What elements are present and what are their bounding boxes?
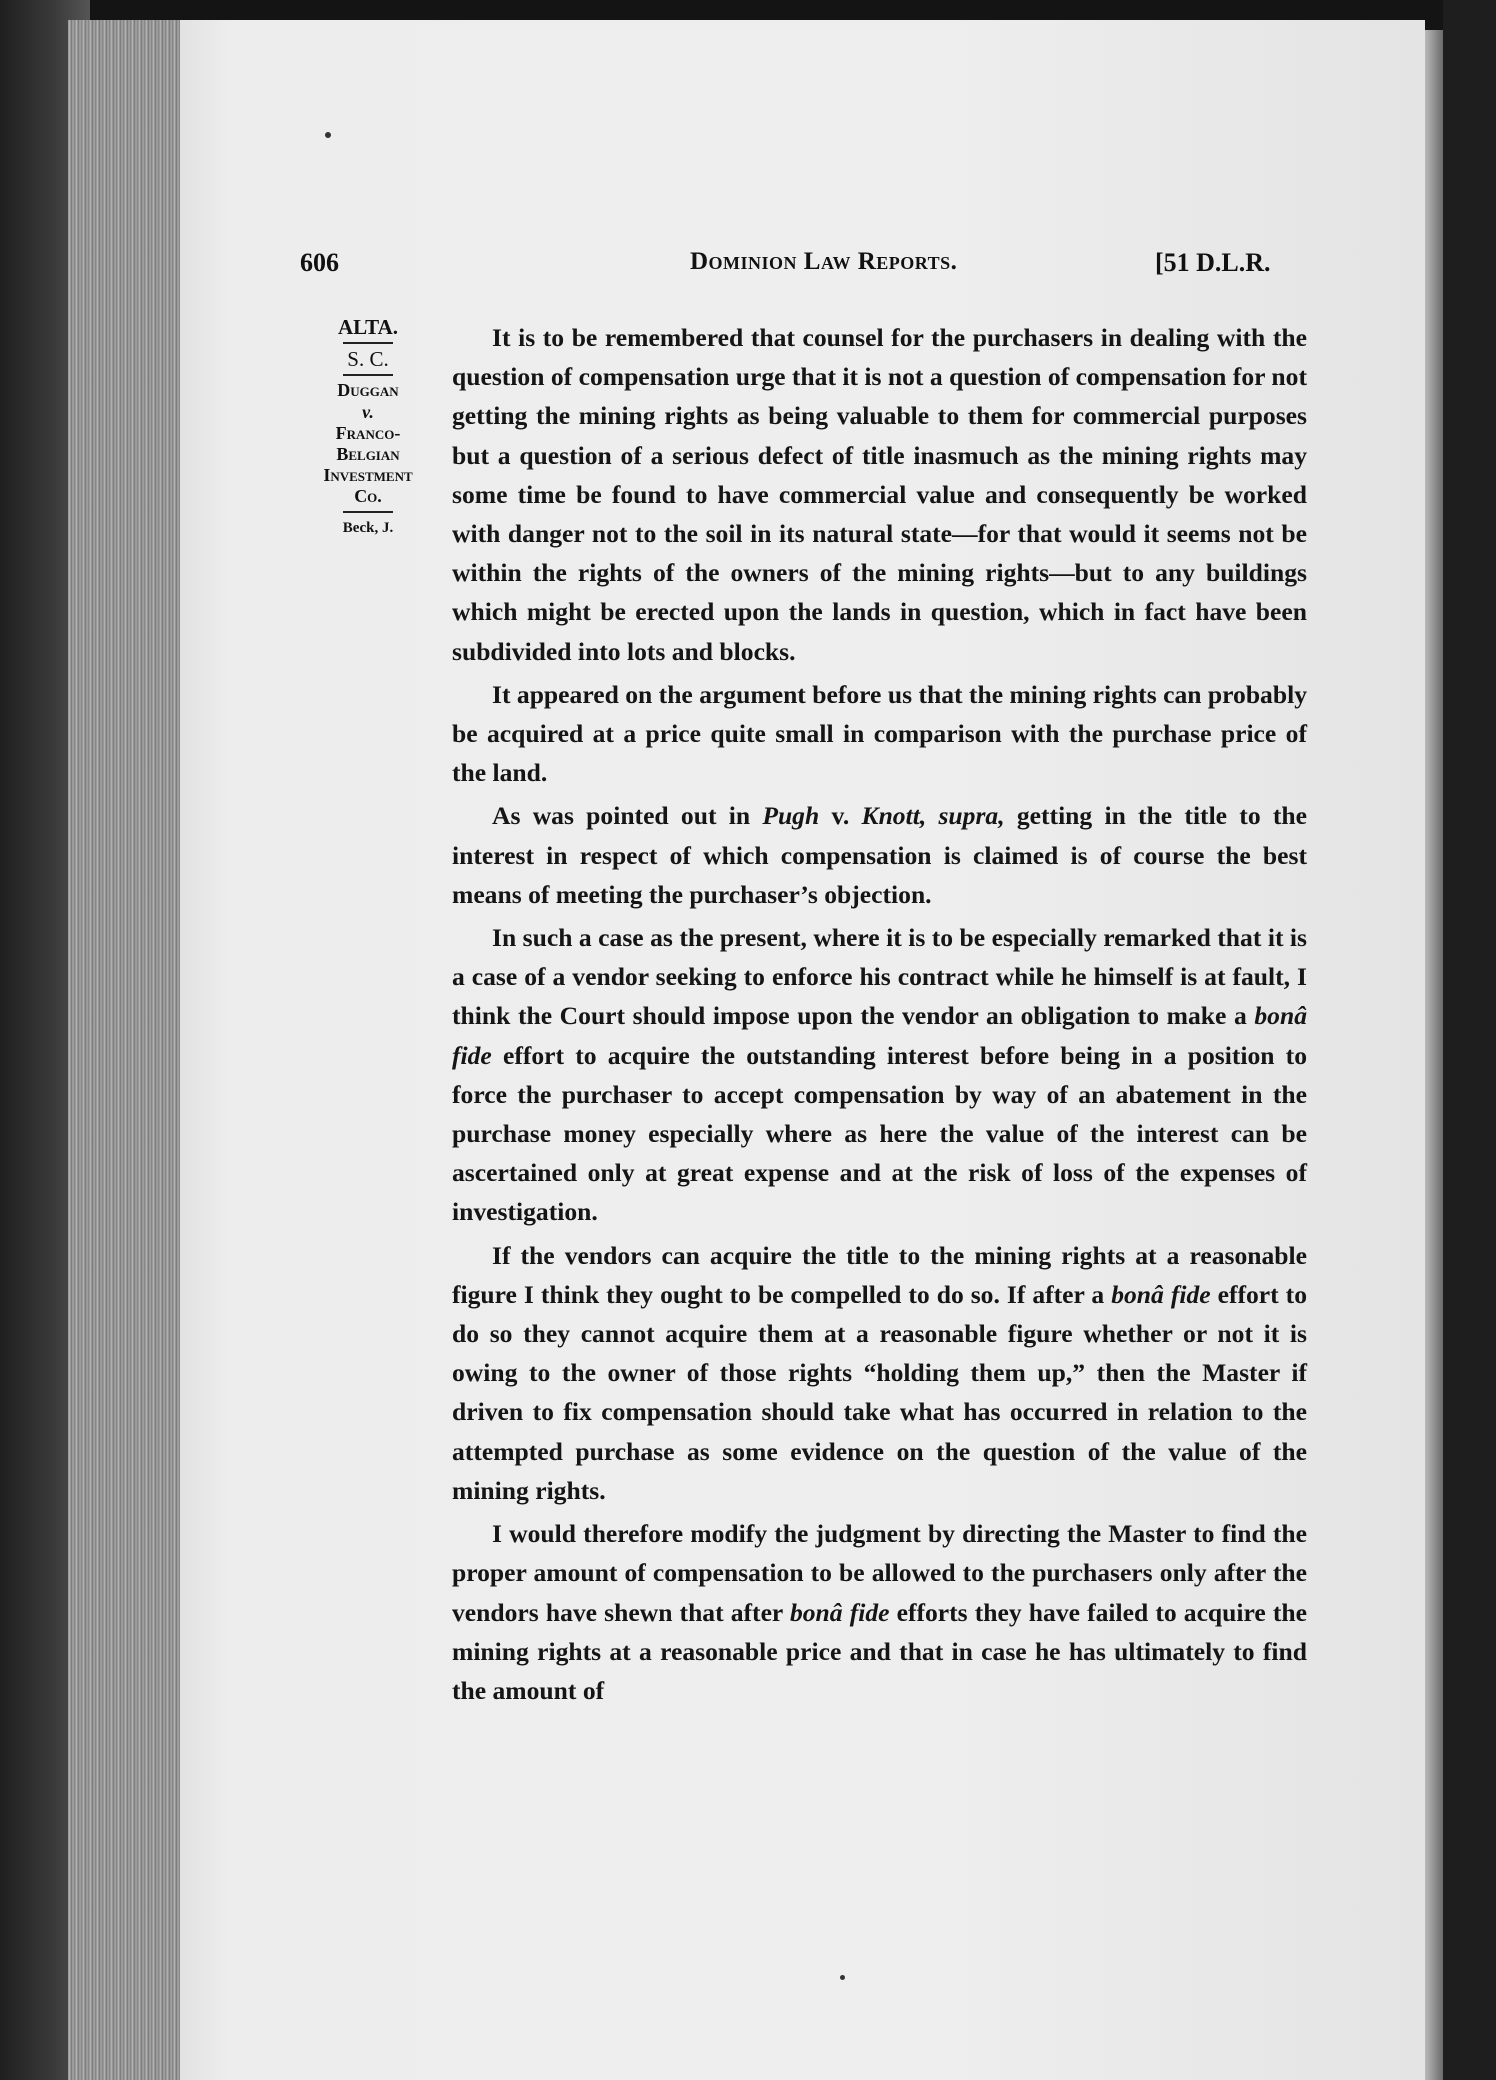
- paragraph-4-text-a: In such a case as the present, where it is to be especially remarked that it is a case of a vendor seeking to enforce his contract while he himself is at fault, I think the Court should impose upon the vendor an obligation to make a: [452, 923, 1307, 1031]
- paragraph-6-text-b: efforts they have failed to acquire the mining rights at a reasonable price and that in case he has ultimately to find the amount of: [452, 1597, 1307, 1705]
- page-edges: [68, 20, 188, 2080]
- paragraph-3-text-b: v.: [819, 801, 862, 831]
- paragraph-4: [452, 918, 1307, 1232]
- sidenote-case-party2-line1: Franco-: [335, 423, 401, 443]
- latin-term: bonâ fide: [452, 1001, 1307, 1070]
- sidenote-divider: [343, 511, 393, 513]
- latin-term: bonâ fide: [1111, 1279, 1211, 1309]
- paragraph-5: [452, 1236, 1307, 1510]
- paragraph-4-text-b: effort to acquire the outstanding interest before being in a position to force the purchaser to accept compensation by way of an abatement in the purchase money especially where as here the value of the interest can be ascertained only at great expense and at the risk of loss of the expenses of investigation.: [452, 1040, 1307, 1227]
- speck-mark: [325, 132, 331, 138]
- paragraph-3-text-a: As was pointed out in: [492, 801, 763, 831]
- paragraph-2: It appeared on the argument before us that the mining rights can probably be acquired at a price quite small in comparison with the purchase price of the land.: [452, 679, 1307, 788]
- margin-sidenote: [288, 316, 448, 539]
- page-number: 606: [300, 248, 339, 277]
- paragraph-3-text-c: getting in the title to the interest in respect of which compensation is claimed is of course the best means of meeting the purchaser’s objection.: [452, 801, 1307, 909]
- sidenote-case-party2-line2: Belgian: [336, 444, 400, 464]
- speck-mark: [840, 1975, 845, 1980]
- paragraph-5-text-b: effort to do so they cannot acquire them at a reasonable figure whether or not it is owing to the owner of those rights “holding them up,” then the Master if driven to fix compensation should take what has occurred in relation to the attempted purchase as some evidence on the question of the value of the mining rights.: [452, 1279, 1307, 1505]
- sidenote-case-versus: v.: [362, 402, 374, 422]
- paragraph-3: [452, 796, 1307, 914]
- paragraph-6-text-a: I would therefore modify the judgment by directing the Master to find the proper amount of compensation to be allowed to the purchasers only after the vendors have shewn that after: [452, 1519, 1307, 1627]
- case-citation-knott: Knott, supra,: [861, 801, 1005, 831]
- running-head: Dominion Law Reports.: [690, 248, 958, 275]
- page-header: [180, 248, 1425, 288]
- page-right-edge: [1425, 30, 1443, 2080]
- sidenote-judge: Beck, J.: [342, 520, 394, 536]
- sidenote-court: S. C.: [347, 347, 389, 371]
- sidenote-divider: [343, 374, 393, 376]
- book-page: [180, 20, 1425, 2080]
- sidenote-case-party2-line4: Co.: [354, 486, 382, 506]
- paragraph-1: It is to be remembered that counsel for the purchasers in dealing with the question of compensation urge that it is not a question of compensation for not getting the mining rights as being valuable to them for commercial purposes but a question of a serious defect of title inasmuch as the mining rights may some time be found to have commercial value and consequently be worked with danger not to the soil in its natural state—for that would it seems not be within the rights of the owners of the mining rights—but to any buildings which might be erected upon the lands in question, which in fact have been subdivided into lots and blocks.: [452, 323, 1307, 666]
- scan-background: [1443, 0, 1496, 2080]
- paragraph-6: [452, 1514, 1307, 1710]
- sidenote-case-party2-line3: Investment: [323, 465, 413, 485]
- sidenote-province: ALTA.: [337, 315, 399, 339]
- judgment-text: [452, 318, 1307, 1714]
- latin-term: bonâ fide: [789, 1597, 890, 1627]
- sidenote-case-party1: Duggan: [337, 380, 399, 400]
- case-citation-pugh: Pugh: [762, 801, 820, 831]
- volume-reference: [51 D.L.R.: [1155, 248, 1271, 277]
- paragraph-5-text-a: If the vendors can acquire the title to the mining rights at a reasonable figure I think they ought to be compelled to do so. If after a: [452, 1240, 1307, 1309]
- sidenote-divider: [343, 342, 393, 344]
